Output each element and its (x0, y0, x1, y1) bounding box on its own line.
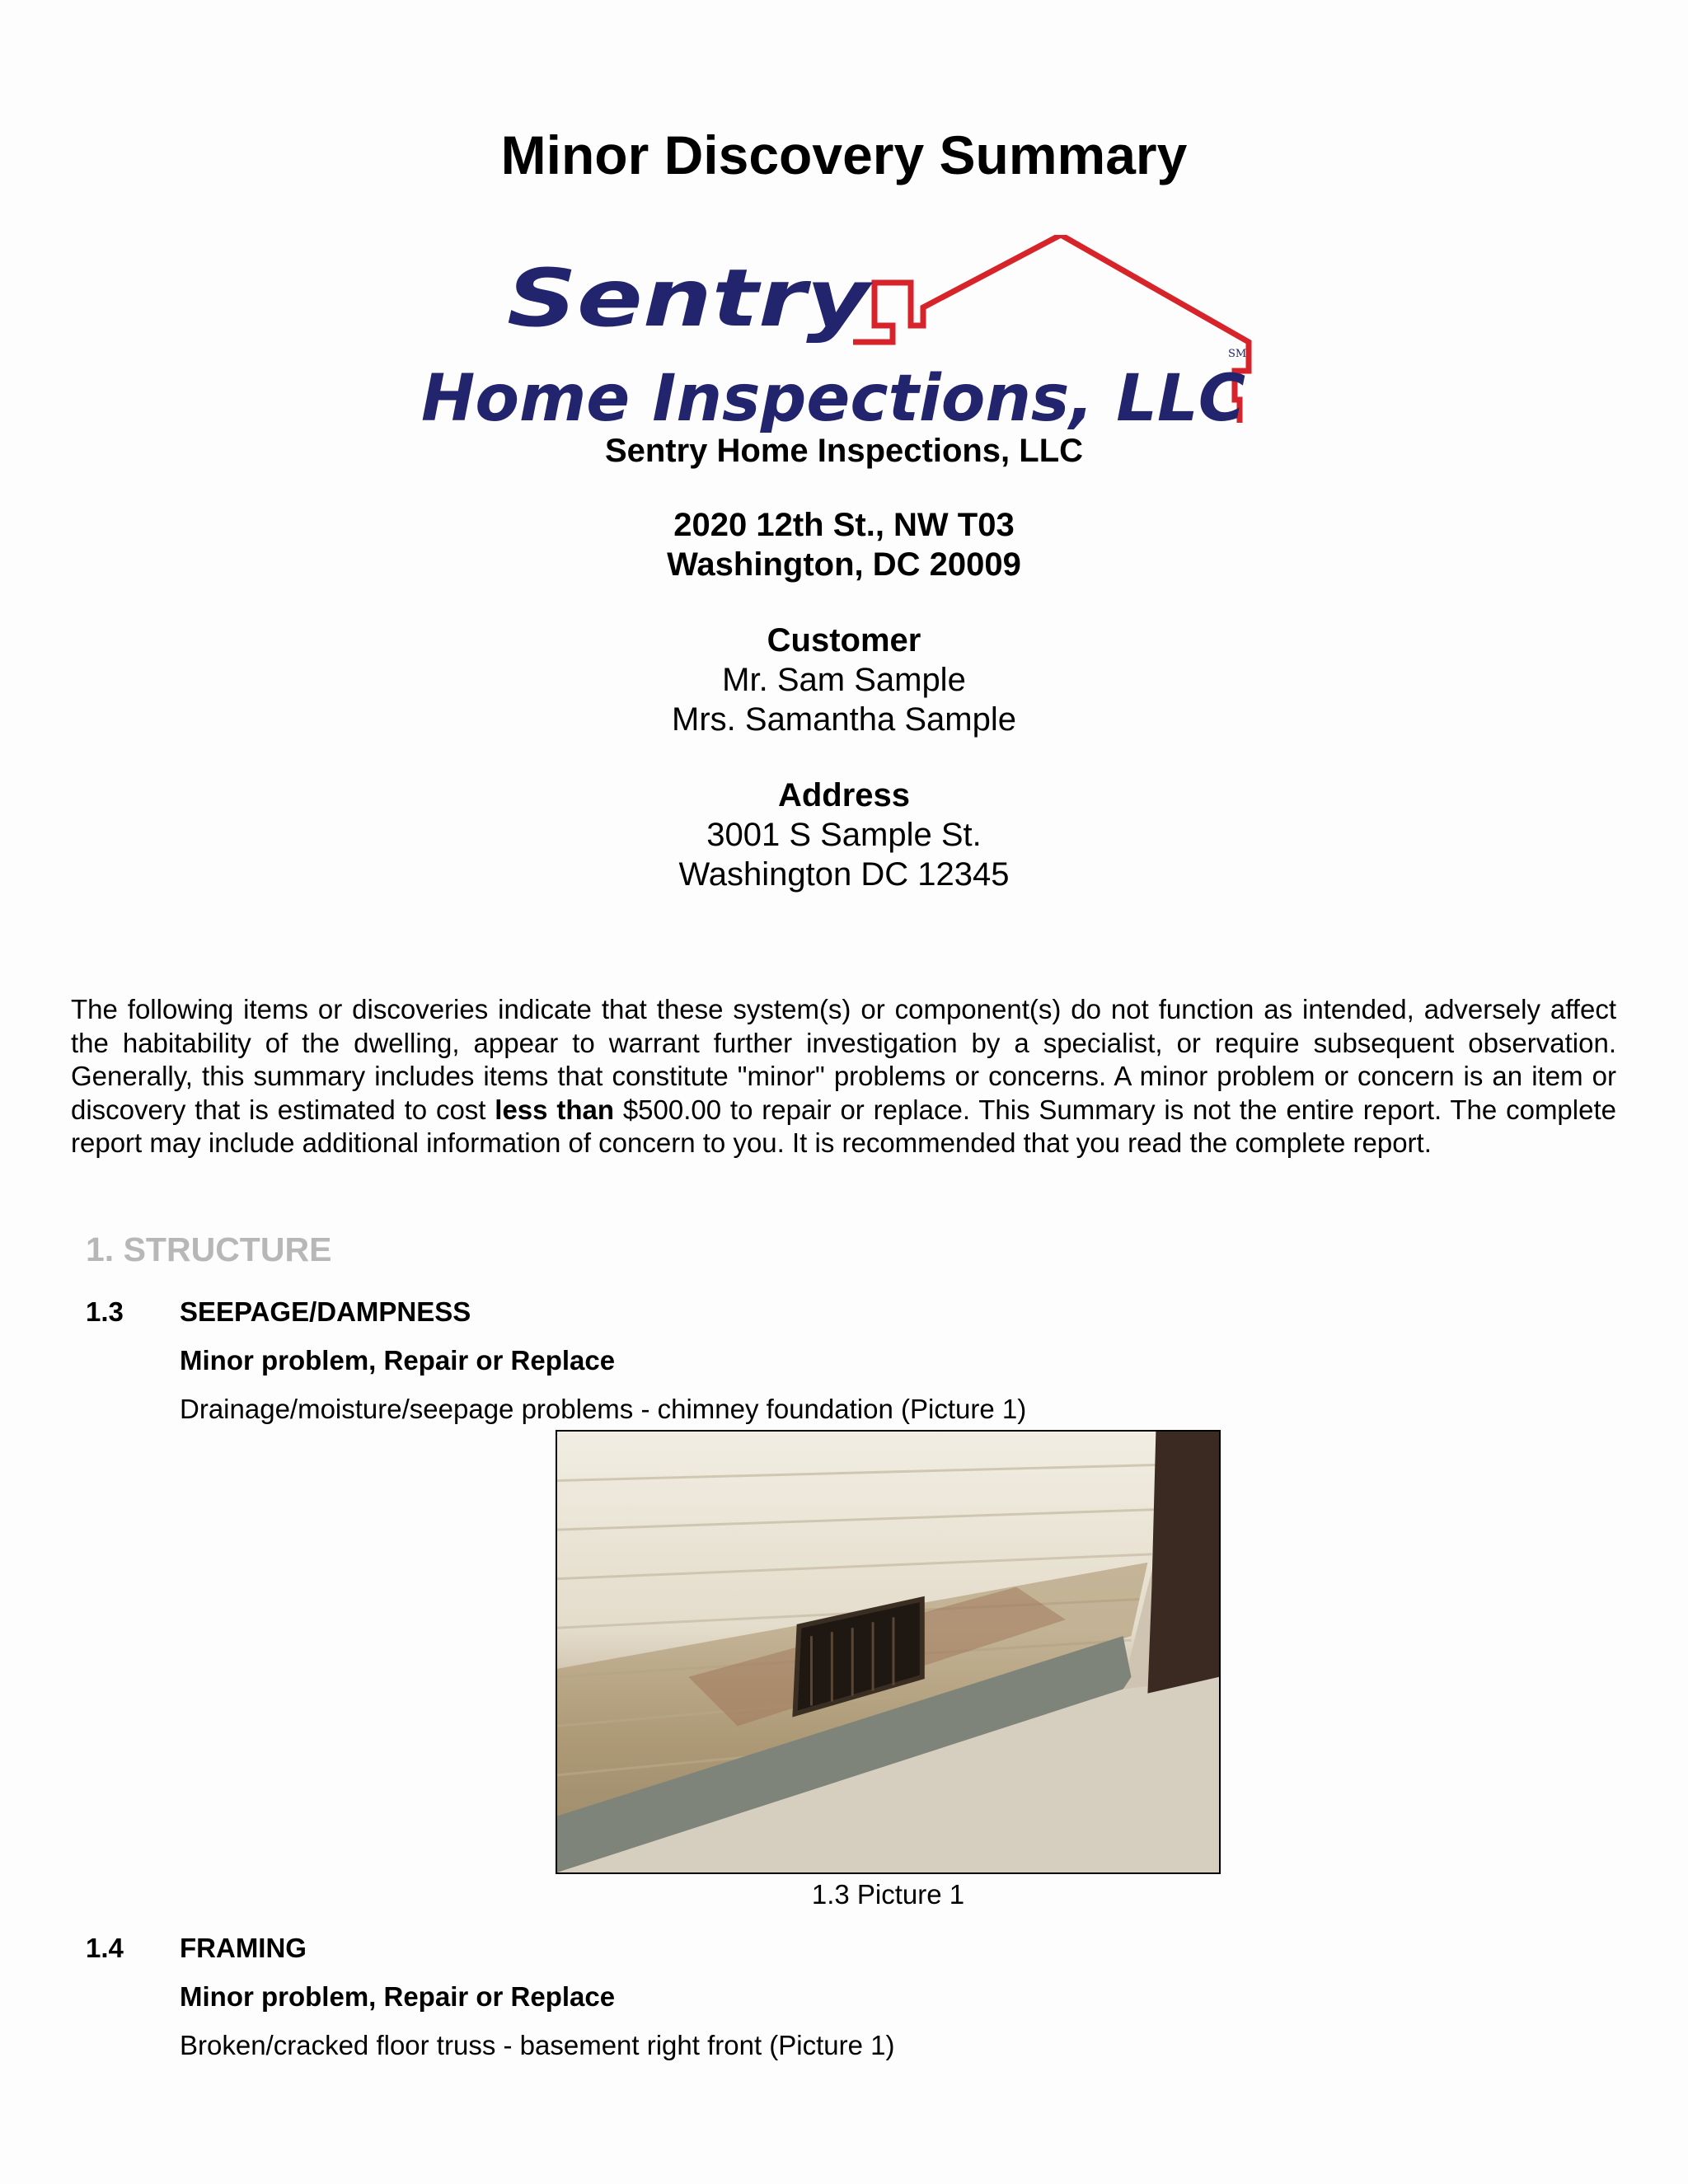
intro-text: The following items or discoveries indicate that these system(s) or component(s) do not function as intended, adversely affect the habitability of the dwelling, appear to warrant further investigation by a specialist, or require subsequent observation. Generally, this summary includes items that constitute "minor" problems or concerns. A minor problem or concern is an item or discovery that is estimated to cost (71, 994, 1616, 1125)
item-title: FRAMING (180, 1933, 307, 1963)
item-title: SEEPAGE/DAMPNESS (180, 1296, 471, 1327)
customer-name: Mrs. Samantha Sample (672, 701, 1016, 738)
logo-sm-mark: SM (1228, 348, 1247, 360)
item-severity: Minor problem, Repair or Replace (180, 1981, 616, 2012)
page-title: Minor Discovery Summary (500, 124, 1188, 185)
company-address-line1: 2020 12th St., NW T03 (673, 507, 1015, 543)
item-description: Broken/cracked floor truss - basement right front (Picture 1) (180, 2030, 895, 2060)
customer-name: Mr. Sam Sample (722, 662, 966, 698)
logo-line1: Sentry (507, 252, 874, 344)
property-address-line1: 3001 S Sample St. (706, 817, 982, 853)
photo-caption: 1.3 Picture 1 (811, 1879, 965, 1910)
intro-emphasis: less than (495, 1094, 614, 1125)
item-description: Drainage/moisture/seepage problems - chimney foundation (Picture 1) (180, 1394, 1027, 1424)
intro-text: $500.00 to repair or replace. This Summary is not the entire report. The complete report may include additional information of concern to you. It is recommended that you read the complete report. (71, 1094, 1616, 1158)
intro-paragraph (71, 993, 1616, 1160)
company-logo (416, 235, 1273, 433)
property-address-line2: Washington DC 12345 (678, 856, 1010, 893)
section-heading: 1. STRUCTURE (86, 1230, 332, 1268)
item-number: 1.3 (86, 1296, 124, 1327)
item-severity: Minor problem, Repair or Replace (180, 1345, 616, 1376)
company-name: Sentry Home Inspections, LLC (604, 433, 1084, 469)
item-number: 1.4 (86, 1933, 124, 1963)
inspection-photo (556, 1430, 1221, 1874)
logo-line2: Home Inspections, LLC (421, 362, 1245, 433)
customer-heading: Customer (767, 622, 921, 658)
address-heading: Address (777, 777, 911, 813)
company-address-line2: Washington, DC 20009 (667, 546, 1021, 583)
